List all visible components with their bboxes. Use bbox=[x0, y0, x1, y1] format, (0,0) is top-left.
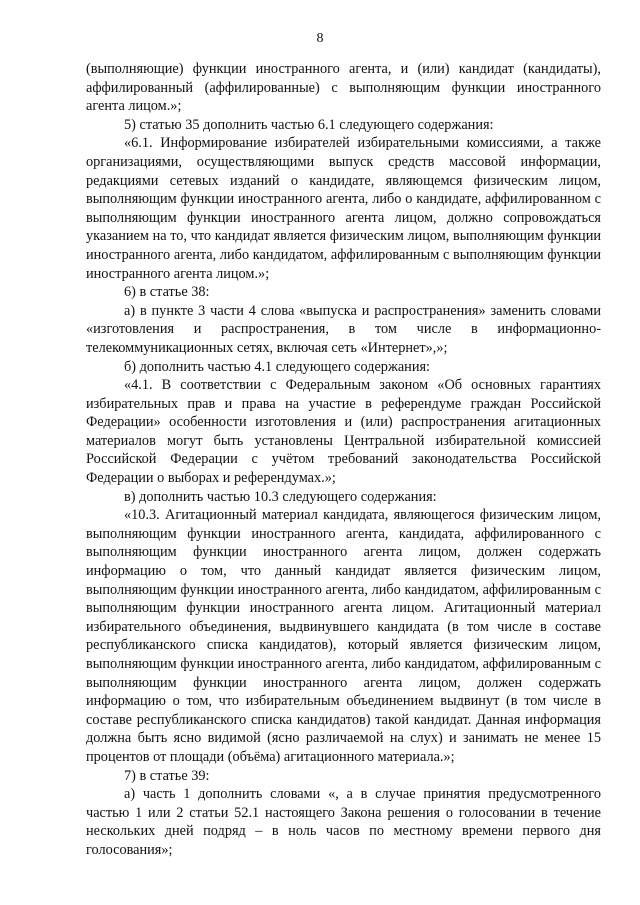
paragraph-item-6b: б) дополнить частью 4.1 следующего содержания: bbox=[124, 358, 431, 375]
paragraph-article-6-1: «6.1. Информирование избирателей избирательными комиссиями, а также организациями, осуществляющими выпуск средств массовой информации, редакциями сетевых изданий о кандидате, являющемся физическим лицом, выполняющим функции иностранного агента, либо о кандидате, аффилированном с выполняющим функции иностранного агента лицом, должно сопровождаться указанием на то, что кандидат является физическим лицом, выполняющим функции иностранного агента, либо кандидатом, аффилированным с выполняющим функции иностранного агента лицом.»; bbox=[86, 135, 601, 282]
paragraph-item-6a: а) в пункте 3 части 4 слова «выпуска и распространения» заменить словами «изготовления и распространения, в том числе в информационно-телекоммуникационных сетях, включая сеть «Интернет»,»; bbox=[86, 302, 601, 356]
paragraph-article-4-1: «4.1. В соответствии с Федеральным законом «Об основных гарантиях избирательных прав и права на участие в референдуме граждан Российской Федерации» особенности изготовления и (или) распространения агитационных материалов могут быть установлены Центральной избирательной комиссией Российской Федерации с учётом требований законодательства Российской Федерации о выборах и референдумах.»; bbox=[86, 377, 601, 487]
page-number: 8 bbox=[316, 31, 324, 46]
paragraph-item-6: 6) в статье 38: bbox=[124, 284, 210, 301]
document-body bbox=[86, 60, 601, 860]
paragraph-item-6v: в) дополнить частью 10.3 следующего содержания: bbox=[124, 488, 437, 505]
paragraph-item-5: 5) статью 35 дополнить частью 6.1 следующего содержания: bbox=[124, 116, 494, 133]
paragraph-continued: (выполняющие) функции иностранного агента, и (или) кандидат (кандидаты), аффилированный (аффилированные) с выполняющим функции иностранного агента лицом.»; bbox=[86, 61, 601, 115]
paragraph-article-10-3: «10.3. Агитационный материал кандидата, являющегося физическим лицом, выполняющим функции иностранного агента, кандидата, аффилированного с выполняющим функции иностранного агента лицом, должен содержать информацию о том, что данный кандидат является физическим лицом, выполняющим функции иностранного агента, либо кандидатом, аффилированным с выполняющим функции иностранного агента лицом. Агитационный материал избирательного объединения, выдвинувшего кандидата (в том числе в составе республиканского списка кандидатов), который является физическим лицом, выполняющим функции иностранного агента, либо кандидатом, аффилированным с выполняющим функции иностранного агента лицом, должен содержать информацию о том, что избирательным объединением выдвинут (в том числе в составе республиканского списка кандидатов) такой кандидат. Данная информация должна быть ясно видимой (ясно различаемой на слух) и занимать не менее 15 процентов от площади (объёма) агитационного материала.»; bbox=[86, 507, 601, 765]
paragraph-item-7a: а) часть 1 дополнить словами «, а в случае принятия предусмотренного частью 1 или 2 статьи 52.1 настоящего Закона решения о голосовании в течение нескольких дней подряд – в ноль часов по местному времени первого дня голосования»; bbox=[86, 786, 601, 858]
paragraph-item-7: 7) в статье 39: bbox=[124, 767, 210, 784]
